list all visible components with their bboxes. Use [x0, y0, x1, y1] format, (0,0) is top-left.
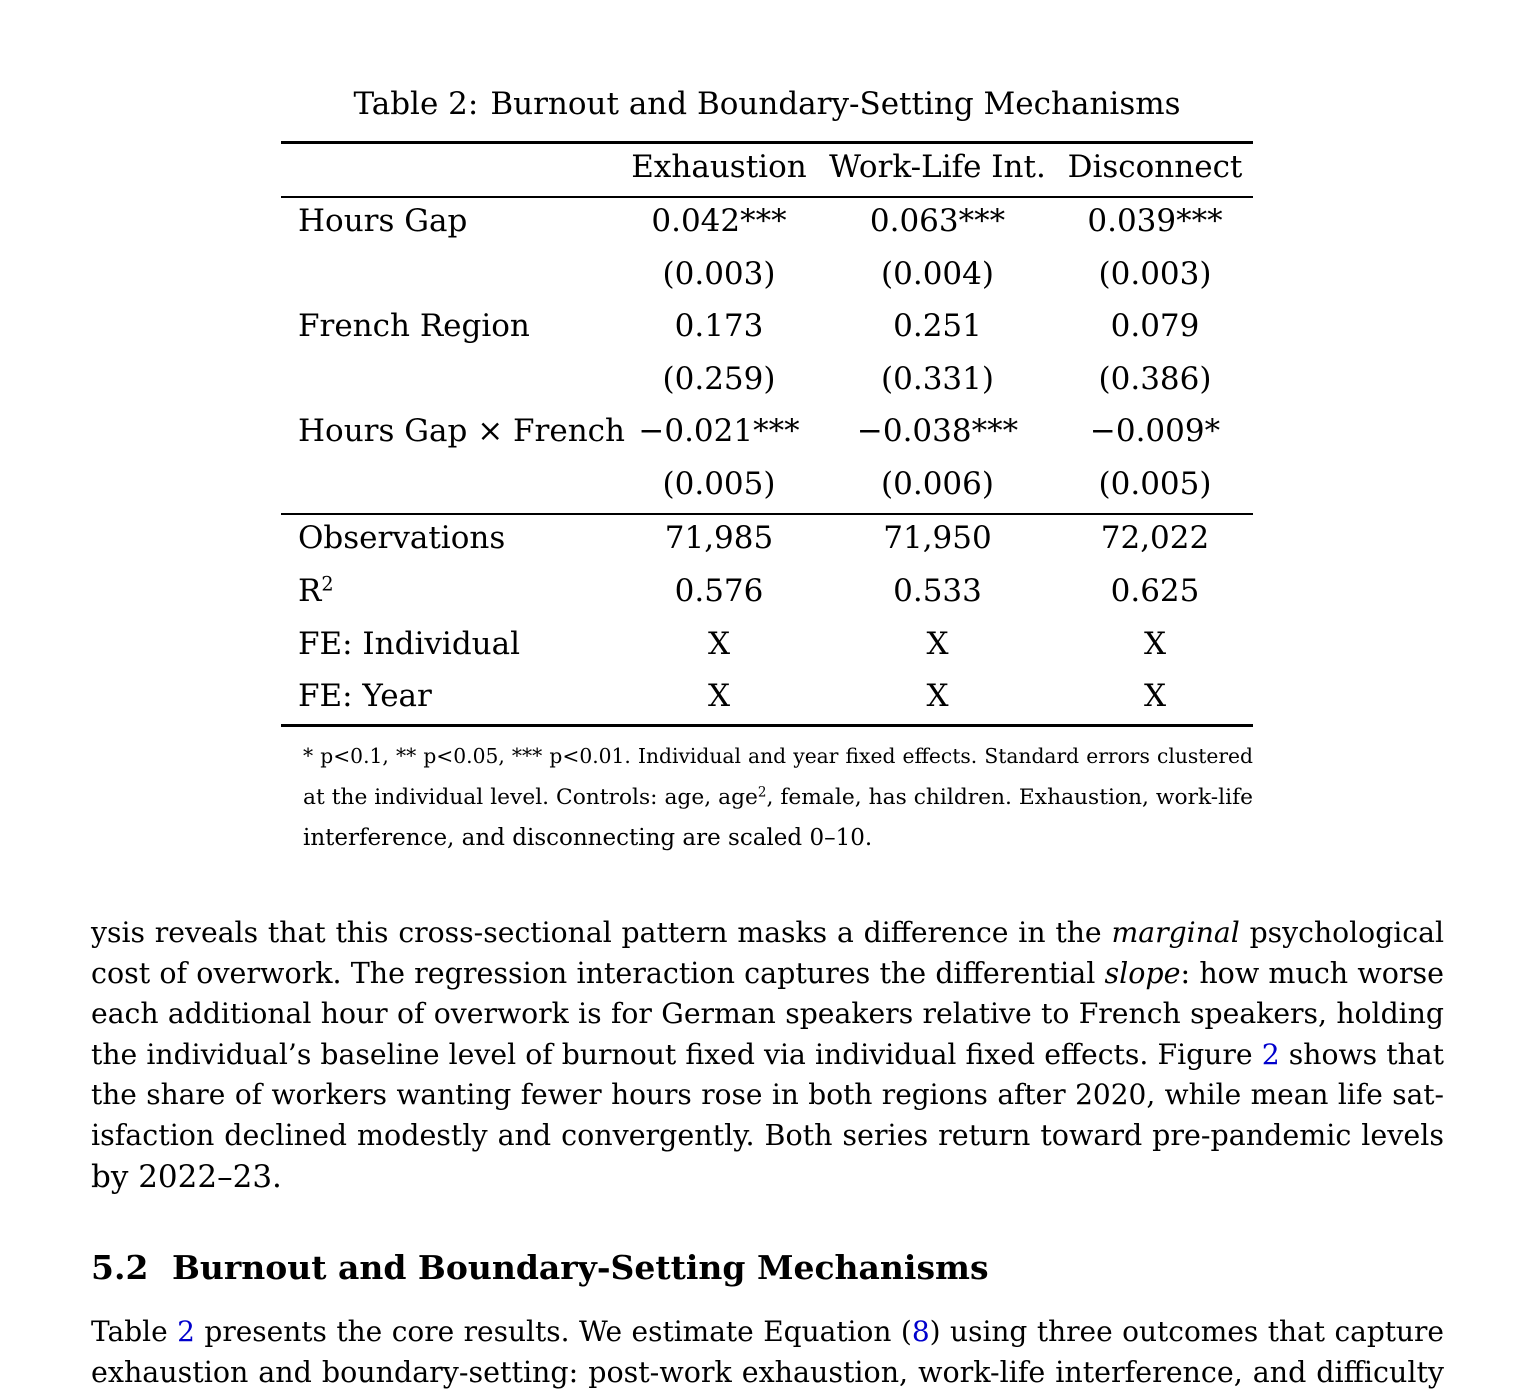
column-header: Disconnect — [1067, 149, 1243, 185]
table-reference-link[interactable]: 2 — [177, 1315, 195, 1348]
row-label: Hours Gap — [298, 203, 468, 239]
table-caption-title: Burnout and Boundary-Setting Mechanisms — [490, 86, 1181, 122]
table-cell: (0.331) — [881, 361, 994, 397]
table-cell: (0.259) — [662, 361, 776, 397]
table-cell: (0.004) — [881, 256, 994, 292]
table-cell: −0.038*** — [856, 413, 1019, 449]
table-cell: (0.003) — [1098, 256, 1212, 292]
text-span: ) using three outcomes that capture — [929, 1315, 1445, 1348]
text-span: : how much worse — [1180, 956, 1444, 990]
table-row — [281, 670, 1253, 722]
table-cell: (0.386) — [1098, 361, 1212, 397]
row-label-superscript: 2 — [321, 572, 334, 596]
paragraph-line: isfaction declined modestly and convergently. Both series return toward pre-pandemic levels — [91, 1118, 1444, 1152]
section-number: 5.2 — [91, 1248, 149, 1287]
body-paragraph — [91, 913, 1444, 1197]
table-row — [281, 565, 1253, 617]
row-label — [298, 565, 334, 617]
table-bottom-rule — [281, 724, 1253, 727]
table-cell: 0.576 — [674, 573, 764, 609]
table-header-row — [281, 141, 1253, 193]
table-row — [281, 512, 1253, 564]
section-title: Burnout and Boundary-Setting Mechanisms — [172, 1248, 989, 1287]
table-cell: −0.009* — [1089, 413, 1221, 449]
table-cell: 0.173 — [674, 308, 764, 344]
text-span: shows that — [1279, 1037, 1444, 1071]
row-label: French Region — [298, 308, 530, 344]
table-cell: (0.005) — [662, 466, 776, 502]
table-cell: 72,022 — [1100, 520, 1210, 556]
table-note-line: * p<0.1, ** p<0.05, *** p<0.01. Individual and year fixed effects. Standard errors clustered — [303, 744, 1253, 768]
text-span: presents the core results. We estimate Equation ( — [194, 1315, 912, 1348]
table-cell: 0.042*** — [651, 203, 787, 239]
table-cell: (0.003) — [662, 256, 776, 292]
table-cell: 71,985 — [664, 520, 774, 556]
table-row — [281, 405, 1253, 457]
table-caption-label: Table 2: — [353, 86, 479, 122]
column-header: Work-Life Int. — [829, 149, 1046, 185]
table-cell: (0.005) — [1098, 466, 1212, 502]
table-caption — [0, 84, 1534, 124]
paragraph-line: each additional hour of overwork is for German speakers relative to French speakers, holding — [91, 997, 1444, 1031]
paragraph-line: exhaustion and boundary-setting: post-work exhaustion, work-life interference, and difficulty — [91, 1355, 1444, 1389]
text-span: psychological — [1239, 916, 1445, 949]
body-paragraph — [91, 1312, 1444, 1393]
row-label: Hours Gap × French — [298, 413, 625, 449]
table-cell: X — [926, 626, 949, 662]
row-label: FE: Individual — [298, 626, 521, 662]
section-heading — [91, 1246, 989, 1290]
table-cell: X — [1143, 678, 1167, 714]
note-text: , female, has children. Exhaustion, work-life — [766, 785, 1253, 810]
paragraph-line — [91, 1035, 1444, 1076]
table-row — [281, 618, 1253, 670]
table-cell: 0.063*** — [869, 203, 1006, 239]
table-row — [281, 353, 1253, 405]
table-cell: 0.079 — [1110, 308, 1200, 344]
note-superscript: 2 — [757, 784, 767, 801]
table-cell: X — [707, 626, 731, 662]
table-row — [281, 300, 1253, 352]
paragraph-line — [91, 1312, 1444, 1353]
table-cell: 71,950 — [883, 520, 992, 556]
table-cell: 0.625 — [1110, 573, 1200, 609]
table-notes — [303, 736, 1253, 859]
row-label-text: R — [298, 573, 322, 609]
paragraph-line: the share of workers wanting fewer hours rose in both regions after 2020, while mean life sat- — [91, 1078, 1444, 1112]
paragraph-line — [91, 954, 1444, 995]
text-span: Table — [91, 1315, 178, 1348]
paragraph-line — [91, 913, 1444, 954]
table-cell: 0.533 — [893, 573, 982, 609]
row-label: Observations — [298, 520, 506, 556]
equation-reference-link[interactable]: 8 — [911, 1315, 930, 1348]
table-cell: X — [707, 678, 731, 714]
text-span: the individual’s baseline level of burnout fixed via individual fixed effects. Figure — [91, 1037, 1262, 1071]
table-cell: X — [926, 678, 949, 714]
table-cell: −0.021*** — [638, 413, 800, 449]
column-header: Exhaustion — [631, 149, 807, 185]
emphasis-text: marginal — [1111, 916, 1240, 949]
table-note-line — [303, 777, 1253, 818]
emphasis-text: slope — [1104, 956, 1181, 990]
table-cell: 0.251 — [893, 308, 982, 344]
table-row — [281, 458, 1253, 510]
table-cell: X — [1143, 626, 1167, 662]
text-span: ysis reveals that this cross-sectional pattern masks a difference in the — [91, 916, 1112, 949]
row-label: FE: Year — [298, 678, 432, 714]
table-cell: (0.006) — [881, 466, 994, 502]
table-note-line: interference, and disconnecting are scaled 0–10. — [303, 825, 873, 851]
table-row — [281, 248, 1253, 300]
note-text: at the individual level. Controls: age, age — [303, 785, 758, 810]
figure-reference-link[interactable]: 2 — [1261, 1037, 1280, 1071]
table-row — [281, 195, 1253, 247]
paragraph-line: by 2022–23. — [91, 1158, 282, 1195]
table-cell: 0.039*** — [1087, 203, 1223, 239]
text-span: cost of overwork. The regression interaction captures the differential — [91, 956, 1105, 990]
